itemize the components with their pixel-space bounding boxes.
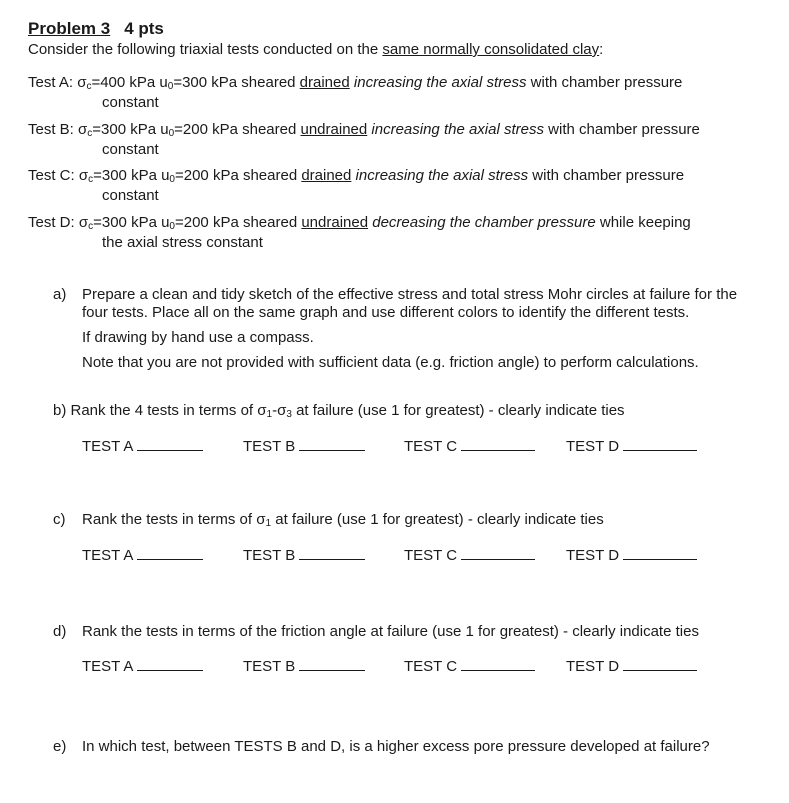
part-b-question: b) Rank the 4 tests in terms of $\sigma_1-\sigma_3$ at failure (use 1 for greatest) - clearly indicate ties (53, 402, 625, 420)
part-c-test-b: TEST B (243, 546, 365, 564)
part-d-test-d: TEST D (566, 657, 697, 675)
part-c-label: c) (53, 511, 66, 528)
test-d-condition: undrained (301, 214, 369, 231)
part-a-line2: four tests. Place all on the same graph and use different colors to identify the different tests. (82, 304, 690, 321)
part-b-test-b: TEST B (243, 437, 365, 455)
test-d-line2: the axial stress constant (102, 234, 263, 251)
test-a-method: increasing the axial stress (353, 74, 527, 91)
problem-points: 4 pts (124, 19, 164, 38)
part-d-question: Rank the tests in terms of the friction angle at failure (use 1 for greatest) - clearly indicate ties (82, 623, 699, 640)
part-c-blank-d[interactable] (623, 546, 697, 560)
intro-pre: Consider the following triaxial tests conducted on the (28, 41, 383, 58)
test-a-line1: Test A: $\sigma_c=400$ kPa $u_0=300$ kPa sheared drained increasing the axial stress with chamber pressure (28, 74, 683, 92)
problem-title (28, 19, 164, 39)
test-d-line1: Test D: $\sigma_c=300$ kPa $u_0=200$ kPa sheared undrained decreasing the chamber pressure while keeping (28, 214, 691, 232)
part-b-test-c: TEST C (404, 437, 535, 455)
part-c-test-a: TEST A (82, 546, 203, 564)
part-b-test-a: TEST A (82, 437, 203, 455)
part-d-rank-row (82, 657, 722, 675)
part-c-test-d: TEST D (566, 546, 697, 564)
part-c-blank-c[interactable] (461, 546, 535, 560)
part-c-question: Rank the tests in terms of $\sigma_1$ at failure (use 1 for greatest) - clearly indicate ties (82, 511, 604, 529)
part-a-line4: Note that you are not provided with sufficient data (e.g. friction angle) to perform calculations. (82, 354, 699, 371)
part-b-rank-row (82, 437, 722, 455)
part-b-blank-c[interactable] (461, 437, 535, 451)
test-a-line2: constant (102, 94, 159, 111)
part-e-question: In which test, between TESTS B and D, is a higher excess pore pressure developed at failure? (82, 738, 710, 755)
part-c-test-c: TEST C (404, 546, 535, 564)
part-d-test-b: TEST B (243, 657, 365, 675)
part-c-rank-row (82, 546, 722, 564)
part-b-blank-d[interactable] (623, 437, 697, 451)
part-d-blank-c[interactable] (461, 657, 535, 671)
test-a-condition: drained (299, 74, 350, 91)
test-d-method: decreasing the chamber pressure (372, 214, 596, 231)
test-c-line2: constant (102, 187, 159, 204)
part-b-blank-b[interactable] (299, 437, 365, 451)
test-c-condition: drained (301, 167, 352, 184)
intro-underlined: same normally consolidated clay (382, 41, 600, 58)
part-d-blank-d[interactable] (623, 657, 697, 671)
part-d-blank-b[interactable] (299, 657, 365, 671)
part-b-test-d: TEST D (566, 437, 697, 455)
part-a-line1: Prepare a clean and tidy sketch of the effective stress and total stress Mohr circles at failure for the (82, 286, 738, 303)
test-b-line1: Test B: $\sigma_c=300$ kPa $u_0=200$ kPa sheared undrained increasing the axial stress with chamber pressure (28, 121, 700, 139)
part-d-label: d) (53, 623, 67, 640)
part-d-test-c: TEST C (404, 657, 535, 675)
part-c-blank-b[interactable] (299, 546, 365, 560)
problem-number: Problem 3 (28, 19, 111, 38)
intro-text (28, 41, 603, 58)
intro-post: : (599, 41, 604, 58)
part-c-blank-a[interactable] (137, 546, 203, 560)
part-a-label: a) (53, 286, 67, 303)
test-c-method: increasing the axial stress (355, 167, 529, 184)
part-d-test-a: TEST A (82, 657, 203, 675)
test-c-line1: Test C: $\sigma_c=300$ kPa $u_0=200$ kPa sheared drained increasing the axial stress with chamber pressure (28, 167, 685, 185)
part-d-blank-a[interactable] (137, 657, 203, 671)
part-a-line3: If drawing by hand use a compass. (82, 329, 314, 346)
part-e-label: e) (53, 738, 67, 755)
part-b-blank-a[interactable] (137, 437, 203, 451)
test-b-line2: constant (102, 141, 159, 158)
test-b-method: increasing the axial stress (371, 121, 544, 138)
test-b-condition: undrained (300, 121, 368, 138)
